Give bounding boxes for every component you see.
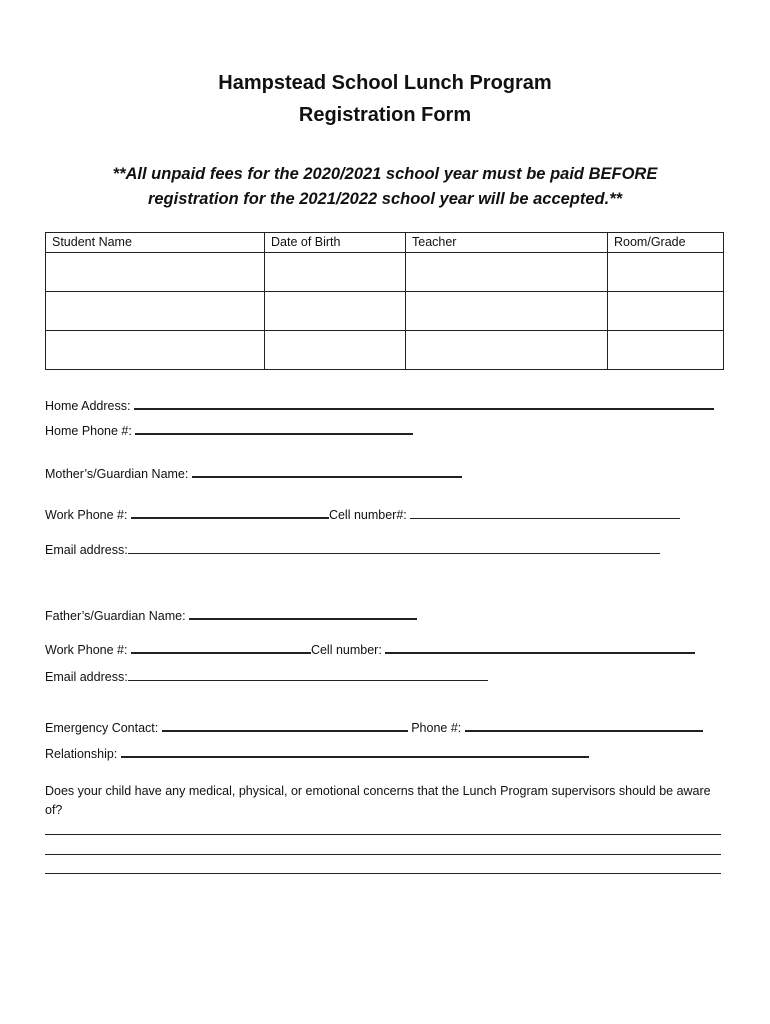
room-grade-cell[interactable] <box>608 292 724 331</box>
father-email-field[interactable] <box>128 668 488 681</box>
home-address-field[interactable] <box>134 396 714 410</box>
medical-question: Does your child have any medical, physical, or emotional concerns that the Lunch Program supervisors should be aware of? <box>45 784 711 817</box>
emergency-contact-row <box>45 718 703 736</box>
mother-phone-row <box>45 505 680 523</box>
relationship-label: Relationship: <box>45 747 118 761</box>
father-email-row <box>45 668 488 685</box>
emergency-phone-label: Phone #: <box>411 721 462 735</box>
col-student-name: Student Name <box>46 233 265 253</box>
table-row <box>46 331 724 370</box>
date-of-birth-cell[interactable] <box>265 292 406 331</box>
col-teacher: Teacher <box>406 233 608 253</box>
form-title-line2: Registration Form <box>298 104 472 126</box>
emergency-contact-label: Emergency Contact: <box>45 721 159 735</box>
student-table-header <box>46 233 724 253</box>
mother-work-phone-label: Work Phone #: <box>45 508 128 522</box>
notice-line2: registration for the 2021/2022 school year will be accepted.** <box>147 190 623 208</box>
table-row <box>46 292 724 331</box>
medical-answer-line-3[interactable] <box>45 873 721 874</box>
mother-email-row <box>45 541 660 558</box>
emergency-phone-field[interactable] <box>465 718 703 732</box>
notice-line1: **All unpaid fees for the 2020/2021 school year must be paid BEFORE <box>112 165 658 183</box>
student-table <box>45 232 724 370</box>
mother-name-row <box>45 464 462 482</box>
date-of-birth-cell[interactable] <box>265 331 406 370</box>
father-name-label: Father’s/Guardian Name: <box>45 609 186 623</box>
father-cell-field[interactable] <box>385 640 695 654</box>
teacher-cell[interactable] <box>406 292 608 331</box>
home-phone-field[interactable] <box>135 421 413 435</box>
relationship-row <box>45 744 589 762</box>
student-name-cell[interactable] <box>46 292 265 331</box>
room-grade-cell[interactable] <box>608 253 724 292</box>
relationship-field[interactable] <box>121 744 589 758</box>
mother-cell-field[interactable] <box>410 506 680 519</box>
room-grade-cell[interactable] <box>608 331 724 370</box>
father-name-field[interactable] <box>189 606 417 620</box>
teacher-cell[interactable] <box>406 331 608 370</box>
father-work-phone-label: Work Phone #: <box>45 643 128 657</box>
home-phone-row <box>45 421 413 439</box>
father-cell-label: Cell number: <box>310 643 382 657</box>
medical-answer-line-2[interactable] <box>45 854 721 855</box>
col-room-grade: Room/Grade <box>608 233 724 253</box>
date-of-birth-cell[interactable] <box>265 253 406 292</box>
mother-name-label: Mother’s/Guardian Name: <box>45 467 189 481</box>
teacher-cell[interactable] <box>406 253 608 292</box>
home-address-label: Home Address: <box>45 399 131 413</box>
home-phone-label: Home Phone #: <box>45 424 132 438</box>
mother-email-label: Email address: <box>45 543 128 557</box>
father-work-phone-field[interactable] <box>131 640 311 654</box>
mother-work-phone-field[interactable] <box>131 505 329 519</box>
emergency-contact-field[interactable] <box>162 718 408 732</box>
mother-cell-label: Cell number#: <box>328 508 407 522</box>
father-name-row <box>45 606 417 624</box>
student-name-cell[interactable] <box>46 331 265 370</box>
medical-answer-line-1[interactable] <box>45 834 721 835</box>
table-row <box>46 253 724 292</box>
mother-email-field[interactable] <box>128 541 660 554</box>
col-date-of-birth: Date of Birth <box>265 233 406 253</box>
student-name-cell[interactable] <box>46 253 265 292</box>
father-email-label: Email address: <box>45 670 128 684</box>
father-phone-row <box>45 640 695 658</box>
mother-name-field[interactable] <box>192 464 462 478</box>
form-title-line1: Hampstead School Lunch Program <box>218 72 552 94</box>
home-address-row <box>45 396 714 414</box>
